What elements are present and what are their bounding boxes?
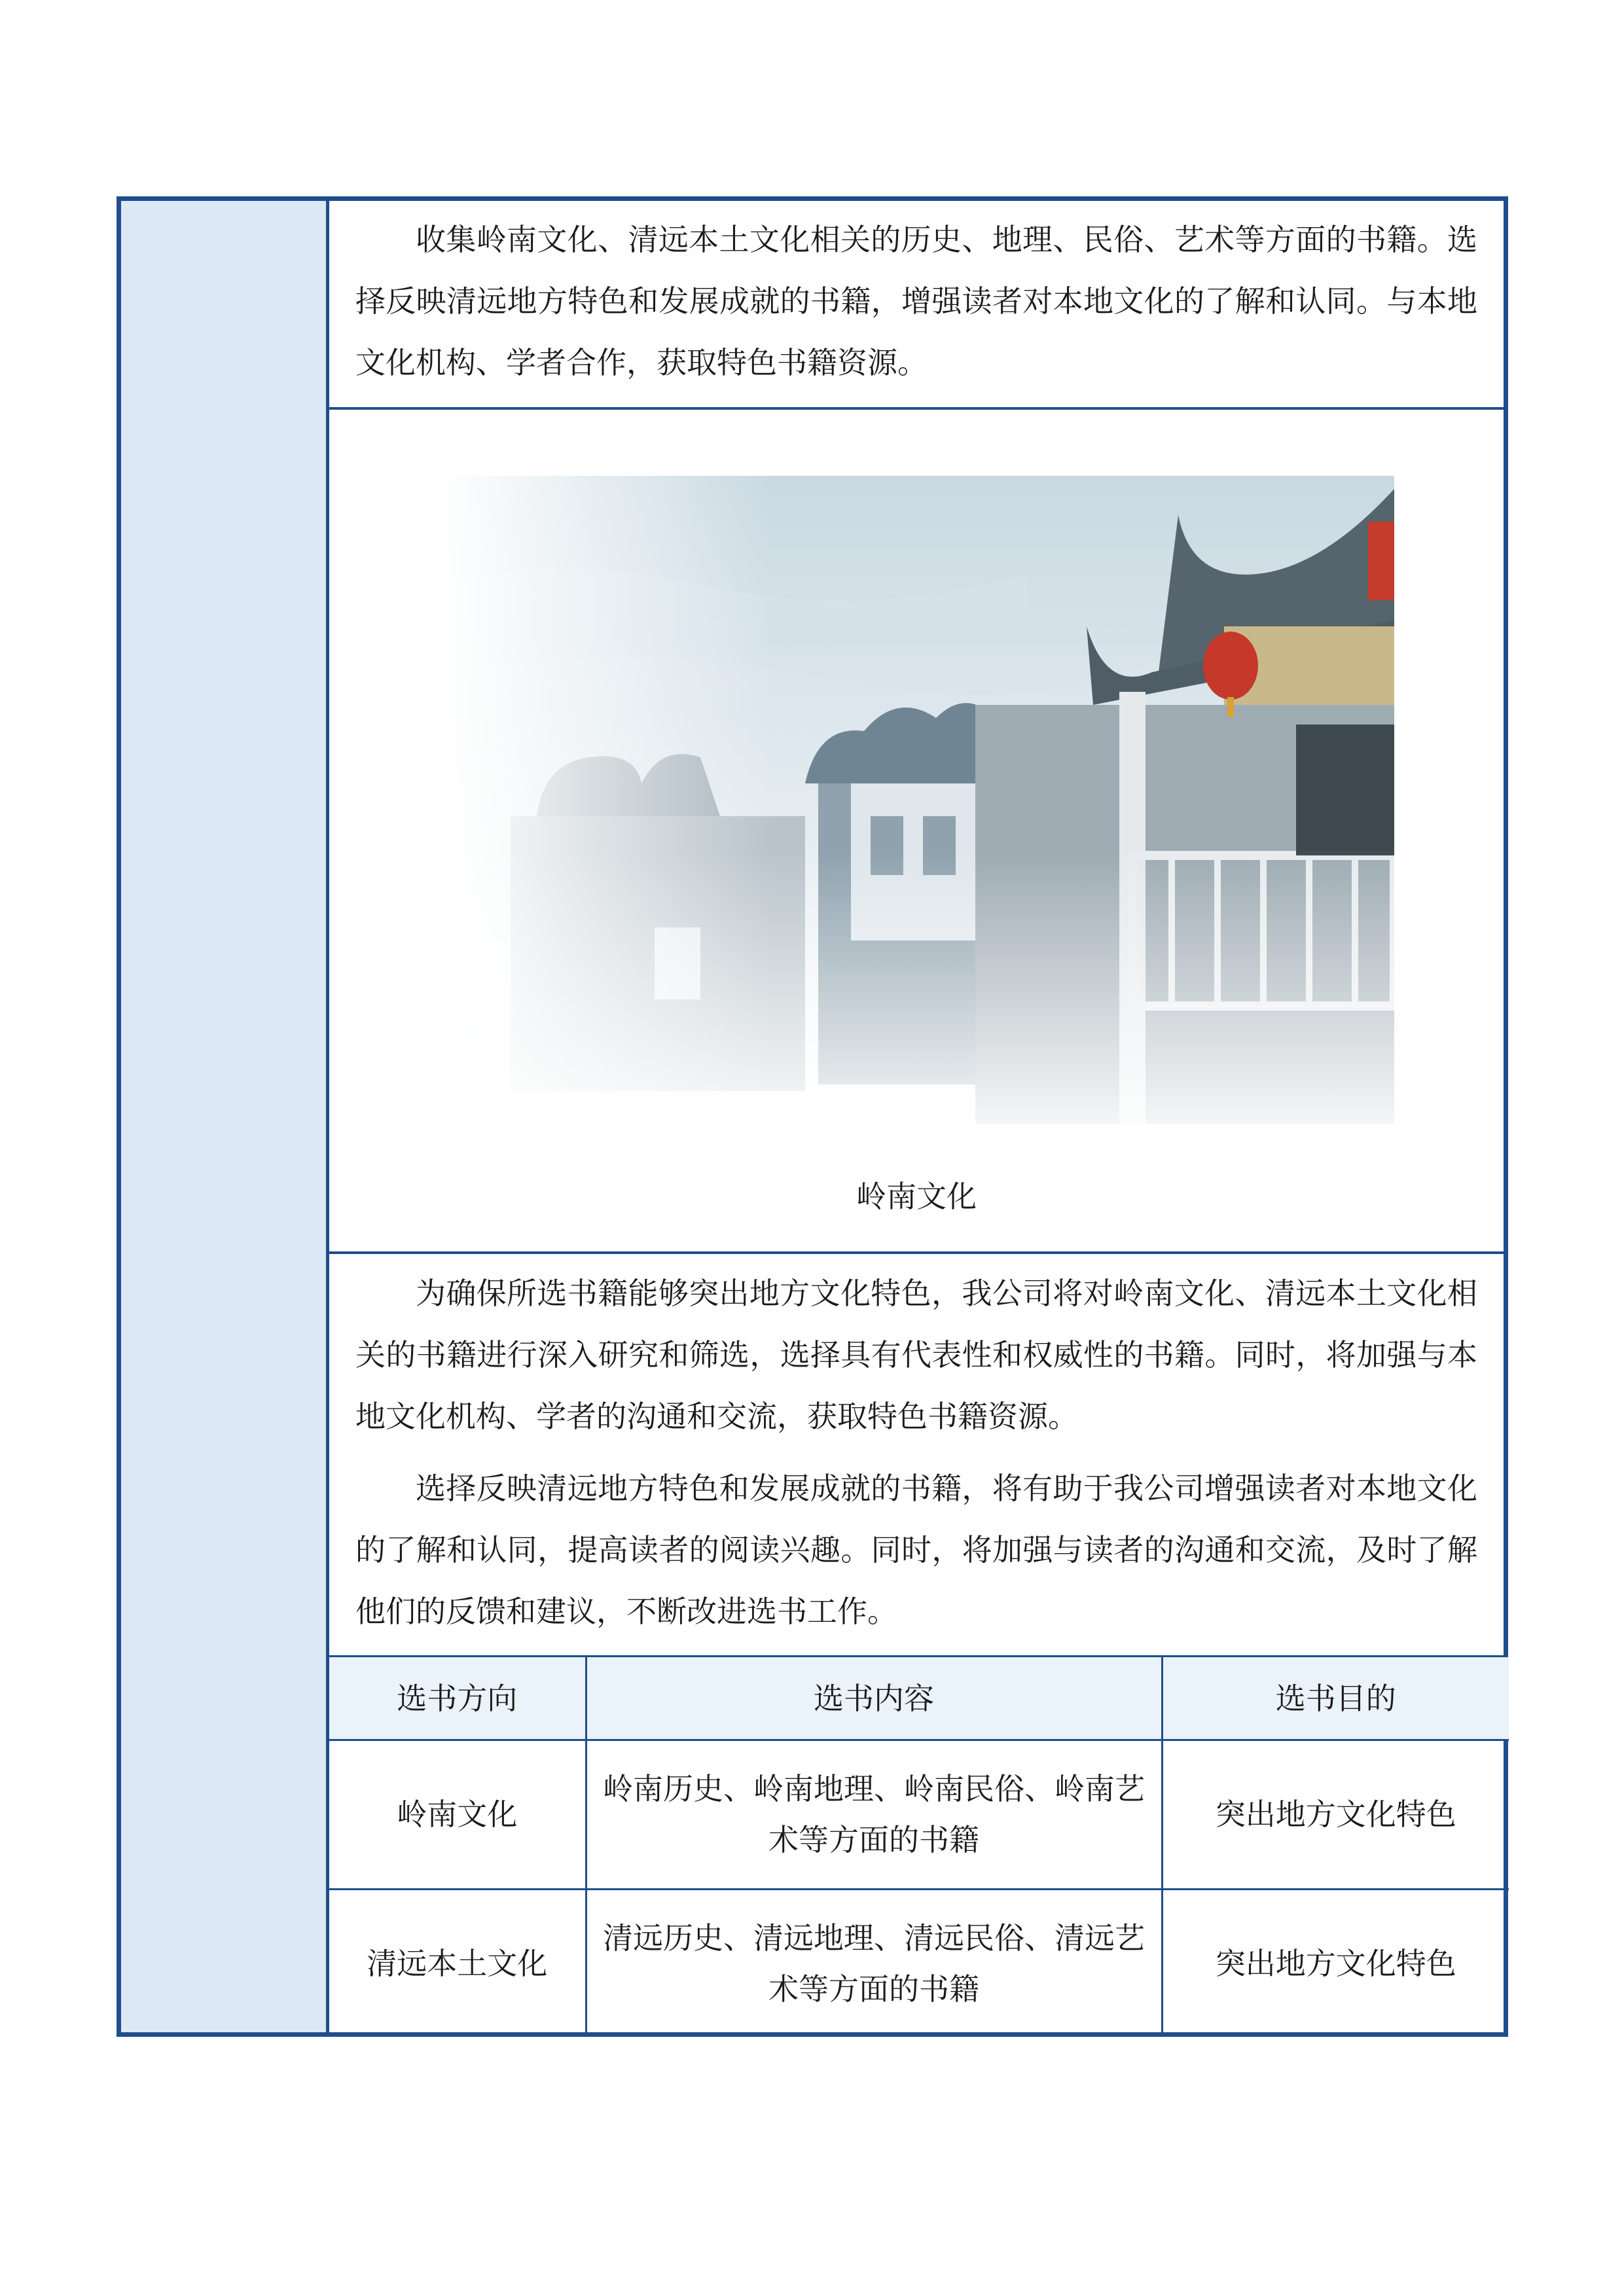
cell-content: 岭南历史、岭南地理、岭南民俗、岭南艺术等方面的书籍 xyxy=(586,1740,1162,1889)
header-content: 选书内容 xyxy=(586,1657,1162,1740)
cell-direction: 岭南文化 xyxy=(329,1740,586,1889)
body-paragraph: 为确保所选书籍能够突出地方文化特色，我公司将对岭南文化、清远本土文化相关的书籍进行深入研究和筛选，选择具有代表性和权威性的书籍。同时，将加强与本地文化机构、学者的沟通和交流，获取特色书籍资源。 xyxy=(355,1276,1477,1434)
lingnan-architecture-image xyxy=(439,476,1394,1157)
intro-section xyxy=(329,209,1504,405)
document-frame xyxy=(117,196,1508,2037)
divider xyxy=(329,407,1504,410)
divider xyxy=(329,1251,1504,1254)
cell-direction: 清远本土文化 xyxy=(329,1889,586,2037)
intro-paragraph: 收集岭南文化、清远本土文化相关的历史、地理、民俗、艺术等方面的书籍。选择反映清远地方特色和发展成就的书籍，增强读者对本地文化的了解和认同。与本地文化机构、学者合作，获取特色书籍资源。 xyxy=(355,222,1477,380)
body-paragraph: 选择反映清远地方特色和发展成就的书籍，将有助于我公司增强读者对本地文化的了解和认同，提高读者的阅读兴趣。同时，将加强与读者的沟通和交流，及时了解他们的反馈和建议，不断改进选书工作。 xyxy=(355,1471,1477,1629)
body-section xyxy=(329,1263,1504,1642)
table-header-row xyxy=(329,1657,1509,1740)
content-column xyxy=(329,201,1504,2032)
header-direction: 选书方向 xyxy=(329,1657,586,1740)
selection-table xyxy=(329,1657,1509,2037)
table-row xyxy=(329,1889,1509,2037)
cell-purpose: 突出地方文化特色 xyxy=(1162,1740,1509,1889)
figure-caption: 岭南文化 xyxy=(856,1179,977,1214)
cell-purpose: 突出地方文化特色 xyxy=(1162,1889,1509,2037)
header-purpose: 选书目的 xyxy=(1162,1657,1509,1740)
table-row xyxy=(329,1740,1509,1889)
cell-content: 清远历史、清远地理、清远民俗、清远艺术等方面的书籍 xyxy=(586,1889,1162,2037)
left-label-column xyxy=(121,201,329,2032)
